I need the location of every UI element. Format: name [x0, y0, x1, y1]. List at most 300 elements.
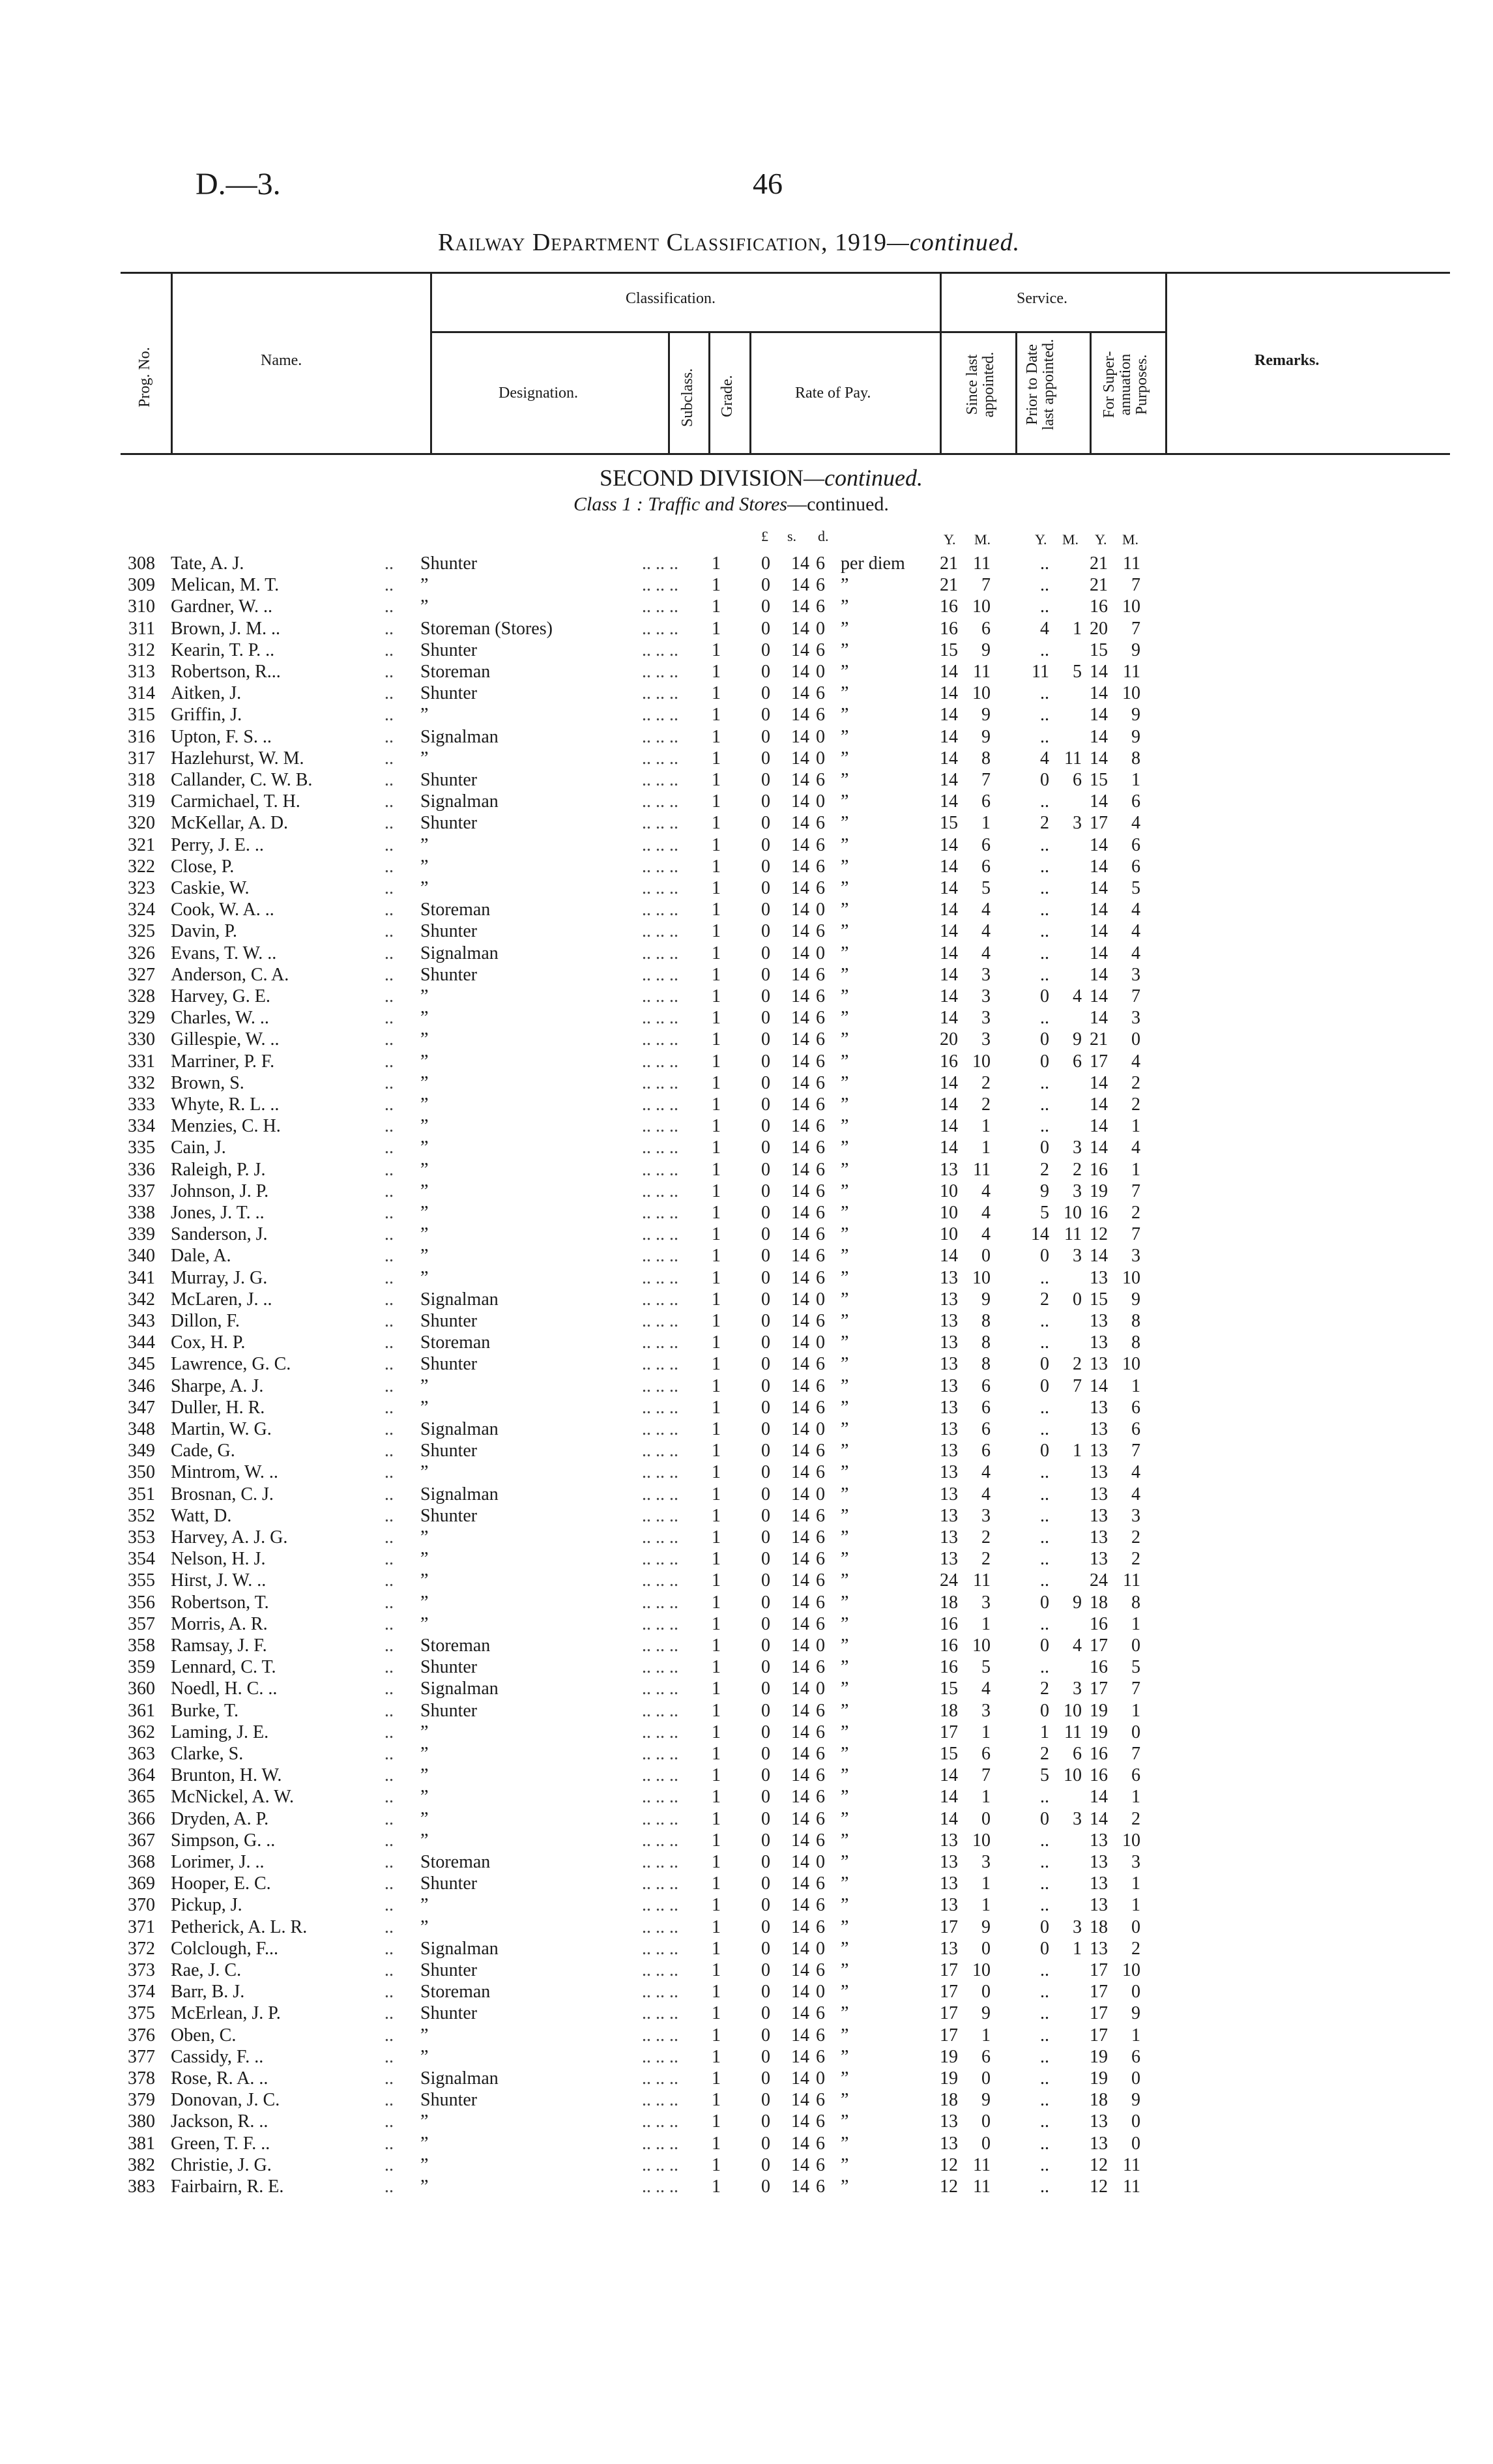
prior-years: 14: [1031, 1224, 1049, 1245]
employee-name: Pickup, J.: [171, 1895, 242, 1916]
super-months: 4: [1131, 1484, 1140, 1504]
unit-years: Y.: [944, 531, 956, 548]
super-years: 12: [1090, 2177, 1108, 2197]
leader-dots: .. .. ..: [642, 856, 678, 877]
leader-dots: ..: [384, 1224, 394, 1245]
pay-shillings: 14: [791, 1635, 809, 1656]
since-months: 6: [981, 1419, 991, 1439]
prior-years: ..: [1040, 878, 1049, 898]
since-years: 15: [940, 813, 958, 834]
header-divider: [430, 272, 432, 453]
pay-pence: 0: [816, 1938, 825, 1959]
pay-pence: 6: [816, 921, 825, 942]
leader-dots: ..: [384, 1397, 394, 1418]
since-months: 10: [972, 1635, 991, 1656]
super-months: 0: [1131, 1029, 1140, 1050]
leader-dots: ..: [384, 1808, 394, 1829]
super-months: 2: [1131, 1808, 1140, 1829]
since-years: 13: [940, 2111, 958, 2132]
since-years: 12: [940, 2177, 958, 2197]
super-years: 18: [1090, 1592, 1108, 1613]
prior-months: 3: [1073, 1808, 1082, 1829]
prog-no: 375: [128, 2003, 155, 2024]
since-months: 0: [981, 1808, 991, 1829]
grade: 1: [712, 1613, 721, 1634]
since-months: 4: [981, 1181, 991, 1201]
pay-period: ”: [841, 1051, 849, 1072]
prior-years: ..: [1040, 596, 1049, 617]
grade: 1: [712, 900, 721, 920]
table-row: [0, 2002, 1493, 2024]
pay-shillings: 14: [791, 726, 809, 747]
employee-name: Aitken, J.: [171, 683, 242, 704]
prog-no: 354: [128, 1549, 155, 1570]
employee-name: Dale, A.: [171, 1246, 231, 1267]
unit-months: M.: [1122, 531, 1139, 548]
leader-dots: ..: [384, 1311, 394, 1331]
pay-pence: 6: [816, 705, 825, 726]
grade: 1: [712, 1852, 721, 1872]
grade: 1: [712, 2068, 721, 2089]
prog-no: 378: [128, 2068, 155, 2089]
class-title: [573, 493, 889, 516]
since-months: 0: [981, 1982, 991, 2002]
pay-pence: 6: [816, 1397, 825, 1418]
designation: ”: [420, 1008, 429, 1029]
pay-pence: 6: [816, 2177, 825, 2197]
super-years: 13: [1090, 1895, 1108, 1916]
leader-dots: .. .. ..: [642, 618, 678, 639]
pay-pounds: 0: [761, 834, 770, 855]
table-row: [0, 1851, 1493, 1873]
pay-period: ”: [841, 2046, 849, 2067]
leader-dots: .. .. ..: [642, 1505, 678, 1526]
leader-dots: .. .. ..: [642, 1722, 678, 1742]
pay-period: ”: [841, 1505, 849, 1526]
pay-pence: 6: [816, 856, 825, 877]
pay-shillings: 14: [791, 1354, 809, 1375]
since-months: 4: [981, 900, 991, 920]
employee-name: Gardner, W. ..: [171, 596, 272, 617]
pay-period: ”: [841, 1938, 849, 1959]
since-months: 7: [981, 770, 991, 790]
table-row: [0, 1202, 1493, 1224]
leader-dots: ..: [384, 1332, 394, 1353]
employee-name: Evans, T. W. ..: [171, 943, 277, 963]
super-years: 13: [1090, 1267, 1108, 1288]
prior-years: ..: [1040, 2177, 1049, 2197]
prior-years: ..: [1040, 1657, 1049, 1678]
header-divider: [1015, 331, 1017, 453]
prog-no: 326: [128, 943, 155, 963]
prior-months: 6: [1073, 770, 1082, 790]
super-years: 16: [1090, 1159, 1108, 1180]
leader-dots: ..: [384, 813, 394, 834]
since-years: 10: [940, 1203, 958, 1223]
pay-pounds: 0: [761, 2068, 770, 2089]
leader-dots: .. .. ..: [642, 1744, 678, 1764]
pay-pence: 6: [816, 1808, 825, 1829]
super-months: 8: [1131, 1311, 1140, 1331]
leader-dots: ..: [384, 2177, 394, 2197]
leader-dots: ..: [384, 921, 394, 942]
table-row: [0, 1981, 1493, 2002]
leader-dots: ..: [384, 1008, 394, 1029]
pay-pounds: 0: [761, 2003, 770, 2024]
super-years: 14: [1090, 921, 1108, 942]
prog-no: 327: [128, 964, 155, 985]
prior-months: 11: [1064, 748, 1082, 769]
since-months: 7: [981, 1765, 991, 1786]
grade: 1: [712, 770, 721, 790]
prior-years: 11: [1032, 662, 1049, 682]
designation: ”: [420, 1744, 429, 1764]
pay-period: ”: [841, 596, 849, 617]
pay-pounds: 0: [761, 1657, 770, 1678]
designation: Storeman: [420, 1982, 491, 2002]
super-years: 14: [1090, 726, 1108, 747]
prog-no: 373: [128, 1960, 155, 1980]
super-months: 9: [1131, 726, 1140, 747]
pay-period: ”: [841, 726, 849, 747]
grade: 1: [712, 1744, 721, 1764]
pay-period: ”: [841, 791, 849, 812]
pay-pounds: 0: [761, 986, 770, 1006]
since-months: 10: [972, 1960, 991, 1980]
pay-pence: 6: [816, 596, 825, 617]
pay-period: ”: [841, 1008, 849, 1029]
super-months: 10: [1122, 1830, 1140, 1851]
employee-name: Hazlehurst, W. M.: [171, 748, 304, 769]
pay-pounds: 0: [761, 1419, 770, 1439]
header-divider: [668, 331, 670, 453]
pay-pence: 0: [816, 943, 825, 963]
prior-years: ..: [1040, 683, 1049, 704]
super-months: 6: [1131, 1419, 1140, 1439]
since-years: 18: [940, 2090, 958, 2111]
super-months: 0: [1131, 1916, 1140, 1937]
prior-years: ..: [1040, 791, 1049, 812]
since-years: 14: [940, 770, 958, 790]
since-years: 13: [940, 1311, 958, 1331]
since-months: 6: [981, 618, 991, 639]
table-row: [0, 1461, 1493, 1483]
prior-months: 1: [1073, 1938, 1082, 1959]
table-row: [0, 1722, 1493, 1743]
leader-dots: .. .. ..: [642, 1051, 678, 1072]
pay-pence: 6: [816, 2154, 825, 2175]
pay-pounds: 0: [761, 2111, 770, 2132]
table-row: [0, 2089, 1493, 2111]
prog-no: 323: [128, 878, 155, 898]
employee-name: Lennard, C. T.: [171, 1657, 276, 1678]
leader-dots: .. .. ..: [642, 1613, 678, 1634]
class-name: Traffic and Stores: [648, 493, 788, 515]
designation: ”: [420, 1267, 429, 1288]
table-row: [0, 920, 1493, 942]
pay-period: ”: [841, 943, 849, 963]
pay-pounds: 0: [761, 662, 770, 682]
prog-no: 358: [128, 1635, 155, 1656]
prog-no: 338: [128, 1203, 155, 1223]
since-months: 6: [981, 2046, 991, 2067]
prior-months: 6: [1073, 1051, 1082, 1072]
pay-pounds: 0: [761, 1549, 770, 1570]
since-months: 3: [981, 964, 991, 985]
designation: ”: [420, 705, 429, 726]
prior-months: 3: [1073, 1246, 1082, 1267]
leader-dots: ..: [384, 1159, 394, 1180]
leader-dots: .. .. ..: [642, 1873, 678, 1894]
pay-shillings: 14: [791, 1051, 809, 1072]
table-row: [0, 1700, 1493, 1722]
grade: 1: [712, 1916, 721, 1937]
designation: Signalman: [420, 1289, 499, 1310]
pay-shillings: 14: [791, 1722, 809, 1742]
pay-pounds: 0: [761, 1873, 770, 1894]
leader-dots: .. .. ..: [642, 2133, 678, 2154]
pay-pounds: 0: [761, 1029, 770, 1050]
super-months: 11: [1123, 2154, 1140, 2175]
pay-pounds: 0: [761, 2046, 770, 2067]
table-row: [0, 964, 1493, 986]
super-years: 13: [1090, 1852, 1108, 1872]
super-months: 1: [1131, 1787, 1140, 1808]
pay-period: ”: [841, 964, 849, 985]
leader-dots: .. .. ..: [642, 726, 678, 747]
leader-dots: ..: [384, 1873, 394, 1894]
prior-years: ..: [1040, 2046, 1049, 2067]
super-months: 3: [1131, 1852, 1140, 1872]
since-months: 2: [981, 1527, 991, 1547]
prior-years: ..: [1040, 2133, 1049, 2154]
pay-period: ”: [841, 1873, 849, 1894]
pay-period: ”: [841, 1246, 849, 1267]
pay-pence: 6: [816, 2003, 825, 2024]
super-years: 19: [1090, 1181, 1108, 1201]
since-years: 10: [940, 1224, 958, 1245]
since-months: 3: [981, 1592, 991, 1613]
leader-dots: .. .. ..: [642, 1808, 678, 1829]
prior-years: ..: [1040, 1008, 1049, 1029]
leader-dots: .. .. ..: [642, 1570, 678, 1591]
header-classification: Classification.: [626, 290, 716, 307]
leader-dots: ..: [384, 964, 394, 985]
employee-name: Ramsay, J. F.: [171, 1635, 267, 1656]
leader-dots: ..: [384, 575, 394, 596]
super-months: 6: [1131, 791, 1140, 812]
designation: ”: [420, 596, 429, 617]
pay-pence: 6: [816, 1873, 825, 1894]
prog-no: 310: [128, 596, 155, 617]
pay-pounds: 0: [761, 1203, 770, 1223]
leader-dots: .. .. ..: [642, 1094, 678, 1115]
pay-shillings: 14: [791, 834, 809, 855]
leader-dots: .. .. ..: [642, 943, 678, 963]
since-years: 17: [940, 1982, 958, 2002]
employee-name: Dryden, A. P.: [171, 1808, 269, 1829]
prior-years: 5: [1040, 1765, 1049, 1786]
super-years: 21: [1090, 575, 1108, 596]
pay-pence: 6: [816, 1116, 825, 1137]
page-number: 46: [753, 167, 783, 200]
leader-dots: .. .. ..: [642, 1960, 678, 1980]
leader-dots: ..: [384, 943, 394, 963]
pay-pounds: 0: [761, 813, 770, 834]
super-years: 14: [1090, 1008, 1108, 1029]
prog-no: 374: [128, 1982, 155, 2002]
designation: Shunter: [420, 639, 478, 660]
super-years: 16: [1090, 596, 1108, 617]
pay-pence: 6: [816, 1830, 825, 1851]
pay-shillings: 14: [791, 2177, 809, 2197]
prog-no: 381: [128, 2133, 155, 2154]
prog-no: 380: [128, 2111, 155, 2132]
leader-dots: .. .. ..: [642, 1830, 678, 1851]
pay-shillings: 14: [791, 662, 809, 682]
employee-name: Harvey, G. E.: [171, 986, 270, 1006]
pay-pounds: 0: [761, 1181, 770, 1201]
pay-pence: 0: [816, 726, 825, 747]
leader-dots: .. .. ..: [642, 1072, 678, 1093]
super-years: 13: [1090, 1873, 1108, 1894]
grade: 1: [712, 2046, 721, 2067]
designation: Shunter: [420, 1873, 478, 1894]
grade: 1: [712, 1159, 721, 1180]
employee-name: Hirst, J. W. ..: [171, 1570, 267, 1591]
since-years: 14: [940, 1787, 958, 1808]
grade: 1: [712, 1700, 721, 1721]
leader-dots: .. .. ..: [642, 1700, 678, 1721]
employee-name: McKellar, A. D.: [171, 813, 289, 834]
prior-years: 2: [1040, 1679, 1049, 1699]
pay-shillings: 14: [791, 1852, 809, 1872]
prior-years: ..: [1040, 2111, 1049, 2132]
leader-dots: ..: [384, 1657, 394, 1678]
super-years: 13: [1090, 1484, 1108, 1504]
super-years: 17: [1090, 2003, 1108, 2024]
since-years: 18: [940, 1592, 958, 1613]
pay-shillings: 14: [791, 813, 809, 834]
table-row: [0, 639, 1493, 661]
leader-dots: .. .. ..: [642, 1246, 678, 1267]
since-years: 21: [940, 575, 958, 596]
super-years: 19: [1090, 1722, 1108, 1742]
pay-pence: 0: [816, 1484, 825, 1504]
pay-period: ”: [841, 1527, 849, 1547]
pay-pence: 6: [816, 1613, 825, 1634]
designation: ”: [420, 1549, 429, 1570]
super-months: 1: [1131, 1873, 1140, 1894]
prior-years: ..: [1040, 1462, 1049, 1483]
pay-pence: 0: [816, 748, 825, 769]
table-row: [0, 1786, 1493, 1808]
pay-pounds: 0: [761, 683, 770, 704]
super-months: 1: [1131, 770, 1140, 790]
pay-pounds: 0: [761, 1852, 770, 1872]
pay-period: ”: [841, 1181, 849, 1201]
leader-dots: .. .. ..: [642, 1311, 678, 1331]
leader-dots: .. .. ..: [642, 1419, 678, 1439]
leader-dots: .. .. ..: [642, 1181, 678, 1201]
employee-name: Harvey, A. J. G.: [171, 1527, 288, 1547]
since-months: 4: [981, 1203, 991, 1223]
pay-period: ”: [841, 856, 849, 877]
pay-pence: 6: [816, 1765, 825, 1786]
super-years: 17: [1090, 1679, 1108, 1699]
super-months: 11: [1123, 1570, 1140, 1591]
grade: 1: [712, 1397, 721, 1418]
table-row: [0, 812, 1493, 834]
designation: ”: [420, 748, 429, 769]
super-years: 16: [1090, 1744, 1108, 1764]
pay-shillings: 14: [791, 1203, 809, 1223]
unit-pence: d.: [818, 528, 829, 544]
pay-pounds: 0: [761, 639, 770, 660]
prior-years: ..: [1040, 1830, 1049, 1851]
table-row: [0, 1310, 1493, 1332]
pay-pounds: 0: [761, 1613, 770, 1634]
header-superannuation: For Super-annuation Purposes.: [1101, 351, 1151, 418]
pay-pounds: 0: [761, 1354, 770, 1375]
leader-dots: .. .. ..: [642, 2177, 678, 2197]
pay-shillings: 14: [791, 2111, 809, 2132]
pay-shillings: 14: [791, 1895, 809, 1916]
prior-months: 3: [1073, 1916, 1082, 1937]
pay-pounds: 0: [761, 1267, 770, 1288]
super-years: 14: [1090, 1787, 1108, 1808]
super-months: 4: [1131, 1051, 1140, 1072]
super-years: 14: [1090, 1246, 1108, 1267]
prog-no: 309: [128, 575, 155, 596]
leader-dots: .. .. ..: [642, 964, 678, 985]
pay-pence: 6: [816, 1960, 825, 1980]
prior-years: ..: [1040, 1484, 1049, 1504]
designation: ”: [420, 1375, 429, 1396]
table-row: [0, 1743, 1493, 1765]
prog-no: 353: [128, 1527, 155, 1547]
super-months: 1: [1131, 1613, 1140, 1634]
table-row: [0, 877, 1493, 899]
prior-years: ..: [1040, 1613, 1049, 1634]
prog-no: 368: [128, 1852, 155, 1872]
table-row: [0, 1440, 1493, 1461]
super-months: 9: [1131, 705, 1140, 726]
pay-shillings: 14: [791, 964, 809, 985]
super-months: 7: [1131, 1744, 1140, 1764]
since-months: 10: [972, 1267, 991, 1288]
grade: 1: [712, 1441, 721, 1461]
table-row: [0, 2176, 1493, 2197]
pay-pounds: 0: [761, 575, 770, 596]
pay-shillings: 14: [791, 1029, 809, 1050]
pay-shillings: 14: [791, 1159, 809, 1180]
super-months: 8: [1131, 1332, 1140, 1353]
prior-years: ..: [1040, 575, 1049, 596]
prog-no: 347: [128, 1397, 155, 1418]
super-months: 6: [1131, 834, 1140, 855]
pay-shillings: 14: [791, 1246, 809, 1267]
designation: ”: [420, 2046, 429, 2067]
designation: Shunter: [420, 921, 478, 942]
page-title: [438, 228, 1020, 257]
prior-years: ..: [1040, 2068, 1049, 2089]
pay-period: ”: [841, 1159, 849, 1180]
grade: 1: [712, 856, 721, 877]
prior-years: 0: [1040, 1700, 1049, 1721]
since-months: 3: [981, 1700, 991, 1721]
page-reference: D.—3.: [196, 167, 281, 201]
